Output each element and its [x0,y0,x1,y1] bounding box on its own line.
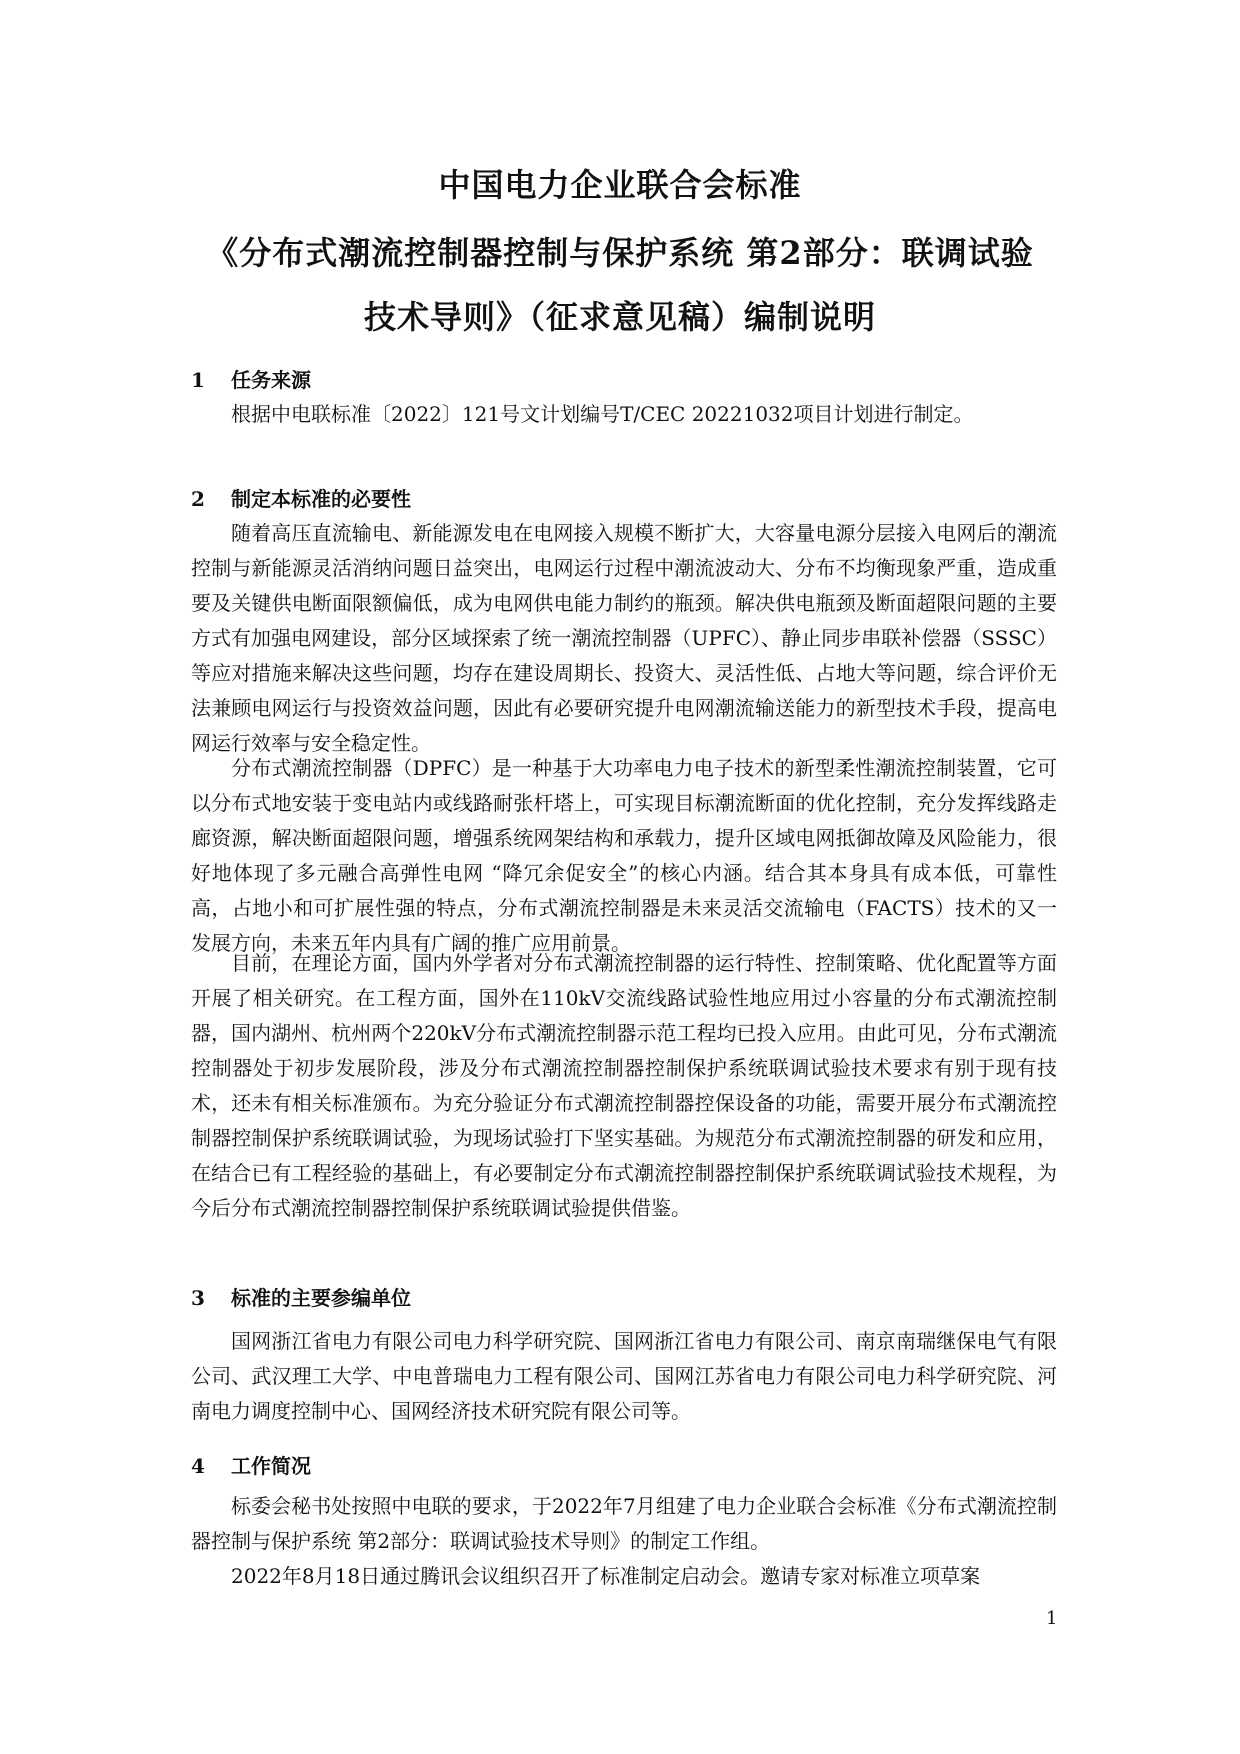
section-4-paragraph-2: 2022年8月18日通过腾讯会议组织召开了标准制定启动会。邀请专家对标准立项草案 [231,1564,981,1588]
section-1-paragraph: 根据中电联标准〔2022〕121号文计划编号T/CEC 20221032项目计划进行制定。 [231,402,974,426]
section-title: 工作简况 [231,1454,311,1478]
section-number: 2 [191,487,205,511]
section-2-paragraph-1: 随着高压直流输电、新能源发电在电网接入规模不断扩大，大容量电源分层接入电网后的潮流控制与新能源灵活消纳问题日益突出，电网运行过程中潮流波动大、分布不均衡现象严重，造成重要及关键供电断面限额偏低，成为电网供电能力制约的瓶颈。解决供电瓶颈及断面超限问题的主要方式有加强电网建设，部分区域探索了统一潮流控制器（UPFC）、静止同步串联补偿器（SSSC）等应对措施来解决这些问题，均存在建设周期长、投资大、灵活性低、占地大等问题，综合评价无法兼顾电网运行与投资效益问题，因此有必要研究提升电网潮流输送能力的新型技术手段，提高电网运行效率与安全稳定性。 [191,521,1057,755]
section-3-paragraph: 国网浙江省电力有限公司电力科学研究院、国网浙江省电力有限公司、南京南瑞继保电气有限公司、武汉理工大学、中电普瑞电力工程有限公司、国网江苏省电力有限公司电力科学研究院、河南电力调度控制中心、国网经济技术研究院有限公司等。 [191,1329,1057,1423]
section-4-heading [191,1450,311,1479]
page-number: 1 [1046,1608,1058,1629]
section-number: 3 [191,1286,205,1310]
section-1-heading [191,364,311,393]
title-line-1: 中国电力企业联合会标准 [438,166,802,204]
section-number: 1 [191,368,205,392]
section-4-paragraph-1: 标委会秘书处按照中电联的要求，于2022年7月组建了电力企业联合会标准《分布式潮流控制器控制与保护系统 第2部分：联调试验技术导则》的制定工作组。 [191,1494,1057,1553]
section-title: 标准的主要参编单位 [231,1286,411,1310]
section-2-paragraph-2: 分布式潮流控制器（DPFC）是一种基于大功率电力电子技术的新型柔性潮流控制装置，它可以分布式地安装于变电站内或线路耐张杆塔上，可实现目标潮流断面的优化控制，充分发挥线路走廊资源，解决断面超限问题，增强系统网架结构和承载力，提升区域电网抵御故障及风险能力，很好地体现了多元融合高弹性电网 “降冗余促安全”的核心内涵。结合其本身具有成本低，可靠性高，占地小和可扩展性强的特点，分布式潮流控制器是未来灵活交流输电（FACTS）技术的又一发展方向，未来五年内具有广阔的推广应用前景。 [191,756,1057,955]
section-2-heading [191,483,411,512]
section-number: 4 [191,1454,205,1478]
section-3-heading [191,1282,411,1311]
title-line-3: 技术导则》（征求意见稿）编制说明 [363,298,876,336]
section-title: 制定本标准的必要性 [231,487,411,511]
section-2-paragraph-3: 目前，在理论方面，国内外学者对分布式潮流控制器的运行特性、控制策略、优化配置等方面开展了相关研究。在工程方面，国外在110kV交流线路试验性地应用过小容量的分布式潮流控制器，国内湖州、杭州两个220kV分布式潮流控制器示范工程均已投入应用。由此可见，分布式潮流控制器处于初步发展阶段，涉及分布式潮流控制器控制保护系统联调试验技术要求有别于现有技术，还未有相关标准颁布。为充分验证分布式潮流控制器控保设备的功能，需要开展分布式潮流控制器控制保护系统联调试验，为现场试验打下坚实基础。为规范分布式潮流控制器的研发和应用，在结合已有工程经验的基础上，有必要制定分布式潮流控制器控制保护系统联调试验技术规程，为今后分布式潮流控制器控制保护系统联调试验提供借鉴。 [191,951,1057,1220]
title-line-2: 《分布式潮流控制器控制与保护系统 第2部分：联调试验 [206,234,1034,272]
section-title: 任务来源 [231,368,311,392]
